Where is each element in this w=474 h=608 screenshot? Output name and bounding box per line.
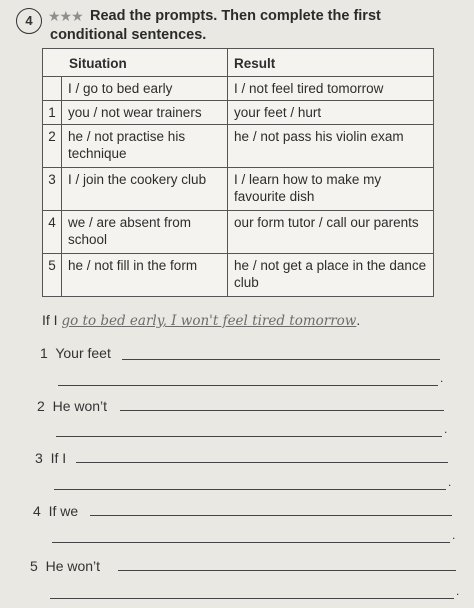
- header-result: Result: [228, 49, 434, 77]
- question-3: [35, 450, 66, 466]
- answer-line-2a[interactable]: [120, 410, 444, 411]
- question-4: [33, 503, 78, 519]
- row-result: our form tutor / call our parents: [228, 211, 434, 254]
- table-row: [43, 77, 434, 101]
- full-stop: .: [452, 528, 456, 542]
- answer-line-3b[interactable]: [54, 489, 446, 490]
- example-end: .: [356, 312, 361, 328]
- full-stop: .: [444, 422, 448, 436]
- question-2: [37, 398, 107, 414]
- row-situation: you / not wear trainers: [62, 101, 228, 125]
- question-prompt: If I: [50, 450, 67, 466]
- question-prompt: If we: [48, 503, 79, 519]
- row-situation: he / not practise his technique: [62, 125, 228, 168]
- row-result: your feet / hurt: [228, 101, 434, 125]
- full-stop: .: [440, 371, 444, 385]
- row-situation: we / are absent from school: [62, 211, 228, 254]
- table-row: [43, 101, 434, 125]
- row-result: he / not get a place in the dance club: [228, 254, 434, 297]
- full-stop: .: [448, 475, 452, 489]
- instructions-line-1: Read the prompts. Then complete the first: [90, 8, 381, 24]
- answer-line-5a[interactable]: [118, 570, 456, 571]
- row-number: 4: [43, 211, 62, 254]
- prompts-table: [42, 48, 434, 297]
- header-situation: Situation: [43, 49, 228, 77]
- question-number: 4: [33, 503, 41, 519]
- exercise-number-badge: 4: [16, 8, 42, 34]
- question-number: 3: [35, 450, 43, 466]
- answer-line-3a[interactable]: [76, 462, 448, 463]
- answer-line-1b[interactable]: [58, 385, 438, 386]
- row-result: he / not pass his violin exam: [228, 125, 434, 168]
- answer-line-2b[interactable]: [56, 436, 442, 437]
- answer-line-4a[interactable]: [90, 515, 452, 516]
- row-number: 1: [43, 101, 62, 125]
- question-number: 1: [40, 345, 48, 361]
- table-row: [43, 168, 434, 211]
- answer-line-5b[interactable]: [50, 598, 454, 599]
- question-5: [30, 558, 100, 574]
- row-number: [43, 77, 62, 101]
- row-situation: he / not fill in the form: [62, 254, 228, 297]
- question-prompt: He won’t: [45, 558, 101, 574]
- row-result: I / not feel tired tomorrow: [228, 77, 434, 101]
- row-situation: I / go to bed early: [62, 77, 228, 101]
- row-number: 3: [43, 168, 62, 211]
- row-result: I / learn how to make my favourite dish: [228, 168, 434, 211]
- answer-line-1a[interactable]: [122, 359, 440, 360]
- example-sentence: [42, 312, 360, 329]
- answer-line-4b[interactable]: [52, 542, 450, 543]
- example-prefix: If I: [42, 312, 58, 328]
- difficulty-stars-icon: ★★★: [48, 8, 83, 24]
- row-situation: I / join the cookery club: [62, 168, 228, 211]
- example-handwritten-answer: go to bed early, I won't feel tired tomorrow: [61, 313, 357, 329]
- table-row: [43, 211, 434, 254]
- question-prompt: He won’t: [52, 398, 108, 414]
- full-stop: .: [456, 584, 460, 598]
- row-number: 5: [43, 254, 62, 297]
- question-prompt: Your feet: [55, 345, 111, 361]
- question-1: [40, 345, 111, 361]
- row-number: 2: [43, 125, 62, 168]
- instructions-line-2: conditional sentences.: [50, 27, 207, 43]
- question-number: 2: [37, 398, 45, 414]
- question-number: 5: [30, 558, 38, 574]
- table-row: [43, 125, 434, 168]
- table-row: [43, 254, 434, 297]
- table-header-row: [43, 49, 434, 77]
